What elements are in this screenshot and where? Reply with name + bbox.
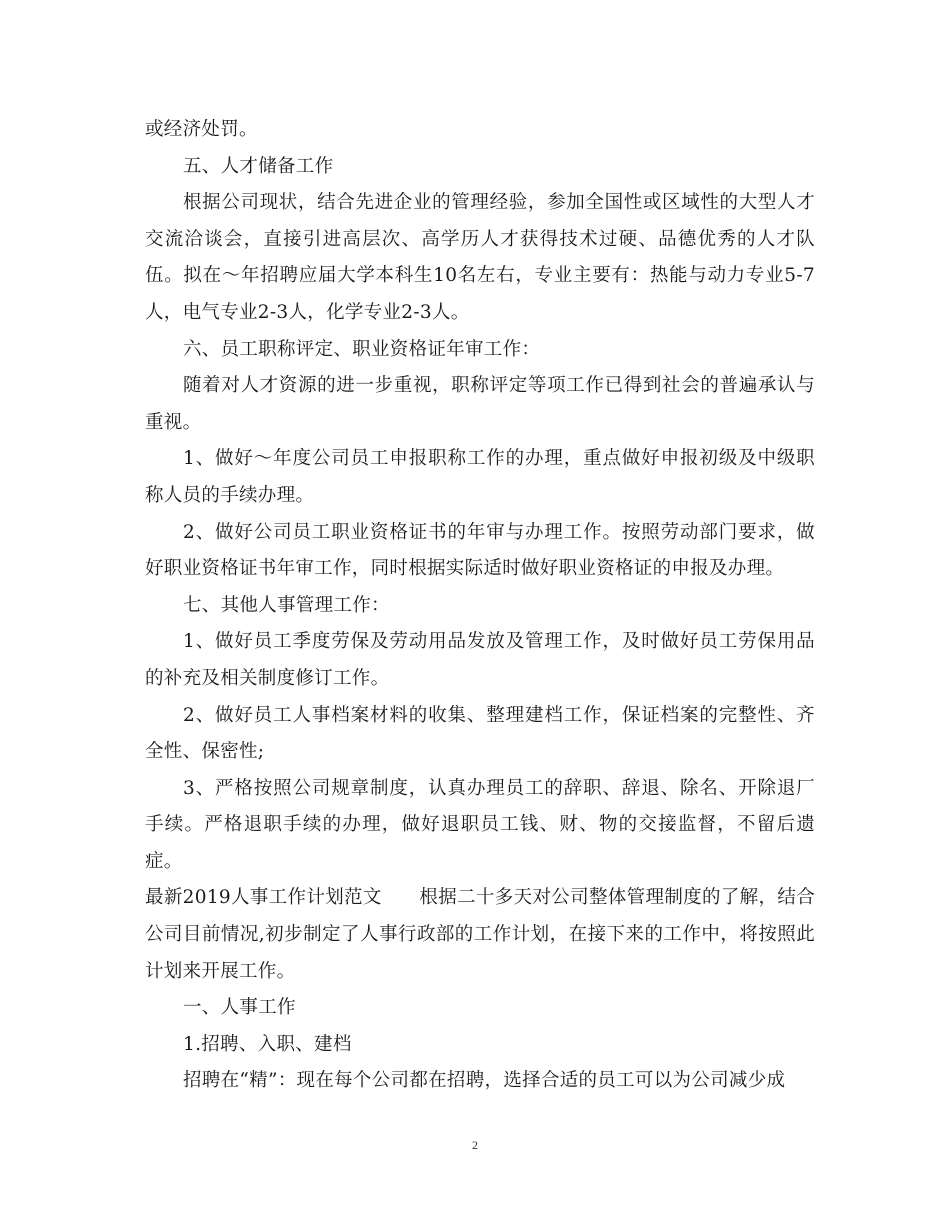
- list-item: 3、严格按照公司规章制度，认真办理员工的辞职、辞退、除名、开除退厂手续。严格退职手续的办理，做好退职员工钱、财、物的交接监督，不留后遗症。: [145, 777, 815, 872]
- section-heading: 七、其他人事管理工作：: [183, 594, 390, 616]
- section-heading: 五、人才储备工作: [183, 155, 334, 177]
- paragraph: 随着对人才资源的进一步重视，职称评定等项工作已得到社会的普遍承认与重视。: [145, 375, 815, 433]
- subsection-heading: 1.招聘、入职、建档: [183, 1033, 352, 1055]
- paragraph: 或经济处罚。: [145, 119, 258, 140]
- section-heading: 一、人事工作: [183, 997, 296, 1019]
- list-item: 2、做好员工人事档案材料的收集、整理建档工作，保证档案的完整性、齐全性、保密性;: [145, 704, 815, 763]
- paragraph: 根据公司现状，结合先进企业的管理经验，参加全国性或区域性的大型人才交流洽谈会，直接引进高层次、高学历人才获得技术过硬、品德优秀的人才队伍。拟在～年招聘应届大学本科生10名左右，专业主要有：热能与动力专业5-7人，电气专业2-3人，化学专业2-3人。: [145, 192, 815, 323]
- list-item: 1、做好～年度公司员工申报职称工作的办理，重点做好申报初级及中级职称人员的手续办理。: [145, 448, 815, 506]
- paragraph: 招聘在“精”：现在每个公司都在招聘，选择合适的员工可以为公司减少成: [183, 1070, 786, 1092]
- section-heading: 六、员工职称评定、职业资格证年审工作：: [183, 338, 541, 360]
- list-item: 1、做好员工季度劳保及劳动用品发放及管理工作，及时做好员工劳保用品的补充及相关制度修订工作。: [145, 631, 815, 689]
- list-item: 2、做好公司员工职业资格证书的年审与办理工作。按照劳动部门要求，做好职业资格证书年审工作，同时根据实际适时做好职业资格证的申报及办理。: [145, 521, 815, 580]
- page-number: 2: [472, 1138, 478, 1152]
- paragraph: 最新2019人事工作计划范文 根据二十多天对公司整体管理制度的了解，结合公司目前情况,初步制定了人事行政部的工作计划，在接下来的工作中，将按照此计划来开展工作。: [145, 887, 815, 982]
- document-body: [145, 112, 815, 1100]
